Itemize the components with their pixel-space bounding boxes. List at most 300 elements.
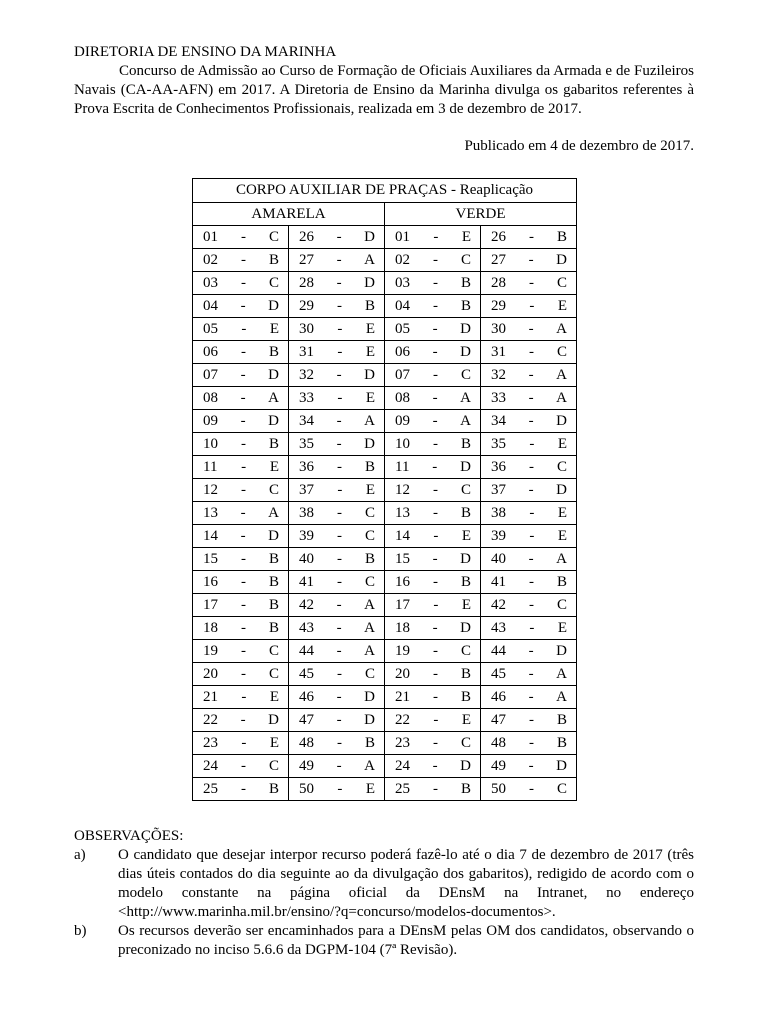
question-number: 47 bbox=[299, 711, 314, 728]
separator: - bbox=[529, 504, 535, 521]
question-number: 46 bbox=[491, 688, 506, 705]
answer-cell bbox=[481, 548, 577, 571]
answer-cell bbox=[289, 617, 385, 640]
separator: - bbox=[240, 389, 246, 406]
table-row bbox=[193, 479, 577, 502]
answer-cell bbox=[193, 456, 289, 479]
question-number: 42 bbox=[299, 596, 314, 613]
question-number: 18 bbox=[395, 619, 410, 636]
answer-letter: D bbox=[556, 757, 567, 774]
answer-letter: E bbox=[461, 711, 471, 728]
answer-cell bbox=[193, 341, 289, 364]
separator: - bbox=[432, 757, 438, 774]
question-number: 24 bbox=[203, 757, 218, 774]
question-number: 39 bbox=[299, 527, 314, 544]
question-number: 04 bbox=[395, 297, 410, 314]
answer-letter: A bbox=[460, 389, 471, 406]
question-number: 16 bbox=[395, 573, 410, 590]
answer-letter: C bbox=[364, 504, 375, 521]
separator: - bbox=[432, 573, 438, 590]
answer-letter: A bbox=[556, 688, 567, 705]
table-row bbox=[193, 709, 577, 732]
answer-letter: B bbox=[364, 734, 375, 751]
answer-letter: D bbox=[364, 688, 375, 705]
answer-cell bbox=[289, 548, 385, 571]
question-number: 03 bbox=[203, 274, 218, 291]
separator: - bbox=[529, 573, 534, 590]
table-row bbox=[193, 341, 577, 364]
answer-letter: B bbox=[364, 458, 375, 475]
separator: - bbox=[432, 297, 438, 314]
separator: - bbox=[529, 458, 534, 475]
answer-cell bbox=[481, 364, 577, 387]
question-number: 31 bbox=[299, 343, 314, 360]
separator: - bbox=[432, 688, 438, 705]
answer-cell bbox=[193, 318, 289, 341]
question-number: 30 bbox=[299, 320, 314, 337]
table-row bbox=[193, 617, 577, 640]
question-number: 20 bbox=[203, 665, 218, 682]
table-row bbox=[193, 594, 577, 617]
answer-cell bbox=[385, 479, 481, 502]
answer-cell bbox=[289, 640, 385, 663]
separator: - bbox=[240, 366, 246, 383]
separator: - bbox=[529, 780, 534, 797]
question-number: 28 bbox=[299, 274, 314, 291]
answer-letter: B bbox=[268, 251, 279, 268]
answer-cell bbox=[193, 732, 289, 755]
answer-letter: A bbox=[364, 251, 375, 268]
answer-letter: E bbox=[557, 619, 568, 636]
answer-letter: E bbox=[461, 228, 471, 245]
question-number: 43 bbox=[491, 619, 506, 636]
separator: - bbox=[528, 757, 534, 774]
answer-cell bbox=[385, 387, 481, 410]
question-number: 40 bbox=[299, 550, 314, 567]
separator: - bbox=[240, 504, 246, 521]
separator: - bbox=[240, 596, 246, 613]
answer-letter: A bbox=[364, 412, 375, 429]
answer-letter: E bbox=[365, 780, 375, 797]
table-title: CORPO AUXILIAR DE PRAÇAS - Reaplicação bbox=[193, 179, 577, 203]
table-row bbox=[193, 548, 577, 571]
answer-letter: C bbox=[460, 251, 471, 268]
question-number: 04 bbox=[203, 297, 218, 314]
answer-cell bbox=[289, 525, 385, 548]
separator: - bbox=[432, 274, 438, 291]
table-row bbox=[193, 226, 577, 249]
separator: - bbox=[528, 320, 534, 337]
answer-cell bbox=[385, 295, 481, 318]
answer-letter: D bbox=[460, 619, 471, 636]
separator: - bbox=[337, 481, 343, 498]
table-row bbox=[193, 755, 577, 778]
answer-cell bbox=[481, 686, 577, 709]
answer-cell bbox=[193, 226, 289, 249]
answer-letter: D bbox=[460, 550, 471, 567]
table-row bbox=[193, 318, 577, 341]
answer-cell bbox=[289, 387, 385, 410]
answer-cell bbox=[481, 594, 577, 617]
question-number: 15 bbox=[395, 550, 410, 567]
answer-cell bbox=[193, 686, 289, 709]
answer-cell bbox=[385, 249, 481, 272]
answer-letter: A bbox=[268, 389, 279, 406]
question-number: 48 bbox=[299, 734, 314, 751]
answer-cell bbox=[193, 617, 289, 640]
answer-letter: C bbox=[268, 228, 279, 245]
question-number: 34 bbox=[299, 412, 314, 429]
question-number: 15 bbox=[203, 550, 218, 567]
answer-letter: B bbox=[460, 688, 471, 705]
answer-letter: B bbox=[557, 573, 568, 590]
answer-letter: C bbox=[268, 757, 279, 774]
table-row bbox=[193, 272, 577, 295]
question-number: 02 bbox=[395, 251, 410, 268]
answer-cell bbox=[193, 479, 289, 502]
answer-cell bbox=[289, 364, 385, 387]
answer-letter: A bbox=[556, 366, 567, 383]
answer-letter: B bbox=[268, 435, 279, 452]
answer-cell bbox=[481, 456, 577, 479]
separator: - bbox=[240, 435, 246, 452]
question-number: 17 bbox=[203, 596, 218, 613]
table-row bbox=[193, 571, 577, 594]
separator: - bbox=[432, 619, 438, 636]
answer-cell bbox=[289, 502, 385, 525]
answer-letter: C bbox=[460, 734, 471, 751]
answer-letter: C bbox=[460, 481, 471, 498]
question-number: 37 bbox=[491, 481, 506, 498]
answer-letter: E bbox=[461, 527, 471, 544]
separator: - bbox=[240, 573, 246, 590]
question-number: 47 bbox=[491, 711, 506, 728]
question-number: 38 bbox=[299, 504, 314, 521]
answer-letter: D bbox=[268, 711, 279, 728]
question-number: 22 bbox=[395, 711, 410, 728]
answer-cell bbox=[289, 479, 385, 502]
question-number: 13 bbox=[203, 504, 218, 521]
answer-cell bbox=[481, 410, 577, 433]
separator: - bbox=[432, 251, 438, 268]
answer-cell bbox=[385, 732, 481, 755]
separator: - bbox=[336, 228, 342, 245]
answer-cell bbox=[385, 318, 481, 341]
answer-letter: D bbox=[460, 458, 471, 475]
question-number: 32 bbox=[299, 366, 314, 383]
separator: - bbox=[337, 780, 343, 797]
separator: - bbox=[528, 251, 534, 268]
separator: - bbox=[432, 780, 438, 797]
answer-letter: C bbox=[364, 573, 375, 590]
separator: - bbox=[432, 366, 438, 383]
answer-cell bbox=[289, 410, 385, 433]
observation-label: a) bbox=[74, 847, 86, 863]
separator: - bbox=[433, 228, 439, 245]
answer-letter: C bbox=[268, 642, 279, 659]
question-number: 19 bbox=[203, 642, 218, 659]
answer-cell bbox=[481, 341, 577, 364]
separator: - bbox=[432, 550, 438, 567]
answer-letter: A bbox=[556, 320, 567, 337]
question-number: 25 bbox=[203, 780, 218, 797]
separator: - bbox=[529, 711, 534, 728]
answer-letter: D bbox=[268, 412, 279, 429]
observation-item-b bbox=[74, 922, 694, 960]
separator: - bbox=[240, 642, 246, 659]
separator: - bbox=[337, 343, 343, 360]
question-number: 05 bbox=[395, 320, 410, 337]
separator: - bbox=[529, 527, 535, 544]
question-number: 22 bbox=[203, 711, 218, 728]
separator: - bbox=[336, 757, 342, 774]
answer-letter: E bbox=[269, 458, 279, 475]
answer-cell bbox=[385, 686, 481, 709]
answer-letter: E bbox=[269, 688, 279, 705]
separator: - bbox=[336, 711, 342, 728]
question-number: 35 bbox=[491, 435, 506, 452]
answer-letter: B bbox=[557, 711, 568, 728]
answer-cell bbox=[385, 226, 481, 249]
separator: - bbox=[336, 435, 342, 452]
table-row bbox=[193, 249, 577, 272]
separator: - bbox=[433, 711, 439, 728]
answer-cell bbox=[385, 456, 481, 479]
answer-letter: C bbox=[460, 642, 471, 659]
question-number: 38 bbox=[491, 504, 506, 521]
question-number: 09 bbox=[395, 412, 410, 429]
answer-cell bbox=[193, 525, 289, 548]
separator: - bbox=[240, 665, 246, 682]
question-number: 33 bbox=[491, 389, 506, 406]
separator: - bbox=[336, 642, 342, 659]
question-number: 07 bbox=[203, 366, 218, 383]
answer-letter: C bbox=[557, 274, 568, 291]
separator: - bbox=[528, 688, 534, 705]
separator: - bbox=[336, 550, 342, 567]
answer-letter: B bbox=[460, 665, 471, 682]
answer-cell bbox=[385, 548, 481, 571]
answer-cell bbox=[385, 594, 481, 617]
separator: - bbox=[241, 320, 247, 337]
question-number: 14 bbox=[395, 527, 410, 544]
answer-letter: A bbox=[364, 642, 375, 659]
question-number: 29 bbox=[491, 297, 506, 314]
separator: - bbox=[529, 734, 534, 751]
org-heading: DIRETORIA DE ENSINO DA MARINHA bbox=[74, 44, 337, 60]
answer-cell bbox=[481, 502, 577, 525]
question-number: 41 bbox=[299, 573, 314, 590]
question-number: 11 bbox=[203, 458, 218, 475]
table-row bbox=[193, 364, 577, 387]
separator: - bbox=[241, 734, 247, 751]
answer-letter: B bbox=[460, 504, 471, 521]
answer-letter: A bbox=[556, 389, 567, 406]
separator: - bbox=[529, 619, 535, 636]
answer-cell bbox=[481, 272, 577, 295]
question-number: 45 bbox=[491, 665, 506, 682]
observations-title: OBSERVAÇÕES: bbox=[74, 828, 184, 844]
answer-letter: C bbox=[268, 274, 279, 291]
answer-letter: B bbox=[557, 734, 568, 751]
observations-section bbox=[74, 827, 694, 960]
separator: - bbox=[528, 642, 534, 659]
separator: - bbox=[528, 389, 534, 406]
separator: - bbox=[529, 596, 534, 613]
separator: - bbox=[336, 527, 342, 544]
table-row bbox=[193, 387, 577, 410]
answer-letter: D bbox=[556, 642, 567, 659]
question-number: 26 bbox=[299, 228, 314, 245]
intro-paragraph: Concurso de Admissão ao Curso de Formação de Oficiais Auxiliares da Armada e de Fuzileiros Navais (CA-AA-AFN) em 2017. A Diretoria de Ensino da Marinha divulga os gabaritos referentes à Prova Escrita de Conhecimentos Profissionais, realizada em 3 de dezembro de 2017. bbox=[74, 63, 694, 117]
answer-cell bbox=[385, 663, 481, 686]
question-number: 50 bbox=[299, 780, 314, 797]
table-row bbox=[193, 732, 577, 755]
answer-cell bbox=[289, 732, 385, 755]
answer-cell bbox=[481, 295, 577, 318]
question-number: 01 bbox=[203, 228, 218, 245]
answer-cell bbox=[289, 456, 385, 479]
table-row bbox=[193, 640, 577, 663]
question-number: 30 bbox=[491, 320, 506, 337]
separator: - bbox=[240, 274, 246, 291]
separator: - bbox=[432, 642, 438, 659]
separator: - bbox=[528, 412, 534, 429]
answer-cell bbox=[289, 249, 385, 272]
answer-letter: D bbox=[460, 320, 471, 337]
separator: - bbox=[529, 297, 535, 314]
answer-letter: E bbox=[461, 596, 471, 613]
answer-letter: B bbox=[460, 297, 471, 314]
table-row bbox=[193, 295, 577, 318]
answer-letter: D bbox=[460, 757, 471, 774]
answer-letter: D bbox=[364, 274, 375, 291]
separator: - bbox=[432, 435, 438, 452]
question-number: 48 bbox=[491, 734, 506, 751]
answer-cell bbox=[289, 295, 385, 318]
separator: - bbox=[336, 251, 342, 268]
question-number: 43 bbox=[299, 619, 314, 636]
answer-letter: D bbox=[556, 412, 567, 429]
answer-cell bbox=[193, 594, 289, 617]
question-number: 32 bbox=[491, 366, 506, 383]
answer-letter: D bbox=[460, 343, 471, 360]
separator: - bbox=[432, 504, 438, 521]
answer-cell bbox=[385, 640, 481, 663]
question-number: 45 bbox=[299, 665, 314, 682]
question-number: 19 bbox=[395, 642, 410, 659]
table-row bbox=[193, 778, 577, 801]
question-number: 26 bbox=[491, 228, 506, 245]
answer-letter: B bbox=[268, 550, 279, 567]
answer-cell bbox=[481, 640, 577, 663]
answer-cell bbox=[193, 249, 289, 272]
answer-letter: E bbox=[557, 297, 568, 314]
answer-letter: A bbox=[268, 504, 279, 521]
answer-letter: D bbox=[268, 297, 279, 314]
answer-letter: B bbox=[268, 780, 279, 797]
answer-cell bbox=[385, 364, 481, 387]
answer-cell bbox=[385, 525, 481, 548]
group-header-verde: VERDE bbox=[385, 203, 577, 226]
question-number: 23 bbox=[395, 734, 410, 751]
question-number: 14 bbox=[203, 527, 218, 544]
separator: - bbox=[432, 734, 438, 751]
separator: - bbox=[528, 665, 534, 682]
answer-letter: C bbox=[268, 665, 279, 682]
table-row bbox=[193, 502, 577, 525]
question-number: 50 bbox=[491, 780, 506, 797]
answer-cell bbox=[481, 387, 577, 410]
question-number: 49 bbox=[491, 757, 506, 774]
answer-cell bbox=[289, 709, 385, 732]
answer-letter: E bbox=[269, 734, 279, 751]
answer-cell bbox=[385, 571, 481, 594]
separator: - bbox=[528, 481, 534, 498]
answer-letter: E bbox=[557, 435, 568, 452]
answer-key-body bbox=[193, 226, 577, 801]
answer-letter: C bbox=[364, 527, 375, 544]
separator: - bbox=[336, 274, 342, 291]
separator: - bbox=[240, 297, 246, 314]
answer-cell bbox=[481, 709, 577, 732]
answer-cell bbox=[193, 548, 289, 571]
answer-cell bbox=[481, 663, 577, 686]
answer-key-table bbox=[192, 178, 577, 801]
separator: - bbox=[337, 389, 343, 406]
question-number: 27 bbox=[299, 251, 314, 268]
question-number: 17 bbox=[395, 596, 410, 613]
question-number: 03 bbox=[395, 274, 410, 291]
question-number: 07 bbox=[395, 366, 410, 383]
answer-cell bbox=[193, 663, 289, 686]
separator: - bbox=[240, 550, 246, 567]
separator: - bbox=[336, 504, 342, 521]
question-number: 08 bbox=[203, 389, 218, 406]
answer-letter: C bbox=[460, 366, 471, 383]
answer-letter: B bbox=[460, 780, 471, 797]
answer-cell bbox=[289, 686, 385, 709]
separator: - bbox=[433, 596, 439, 613]
answer-cell bbox=[193, 387, 289, 410]
answer-letter: E bbox=[365, 481, 375, 498]
question-number: 49 bbox=[299, 757, 314, 774]
answer-cell bbox=[289, 571, 385, 594]
observation-label: b) bbox=[74, 923, 87, 939]
question-number: 16 bbox=[203, 573, 218, 590]
answer-letter: B bbox=[460, 435, 471, 452]
separator: - bbox=[432, 389, 438, 406]
separator: - bbox=[336, 596, 342, 613]
question-number: 37 bbox=[299, 481, 314, 498]
answer-letter: B bbox=[364, 297, 375, 314]
table-row bbox=[193, 663, 577, 686]
answer-letter: B bbox=[268, 619, 279, 636]
answer-letter: A bbox=[364, 757, 375, 774]
question-number: 10 bbox=[395, 435, 410, 452]
question-number: 18 bbox=[203, 619, 218, 636]
answer-cell bbox=[481, 778, 577, 801]
separator: - bbox=[528, 550, 534, 567]
question-number: 25 bbox=[395, 780, 410, 797]
separator: - bbox=[529, 274, 534, 291]
answer-letter: A bbox=[364, 596, 375, 613]
question-number: 28 bbox=[491, 274, 506, 291]
document-header bbox=[74, 43, 694, 156]
answer-letter: E bbox=[365, 320, 375, 337]
separator: - bbox=[240, 711, 246, 728]
answer-letter: A bbox=[460, 412, 471, 429]
